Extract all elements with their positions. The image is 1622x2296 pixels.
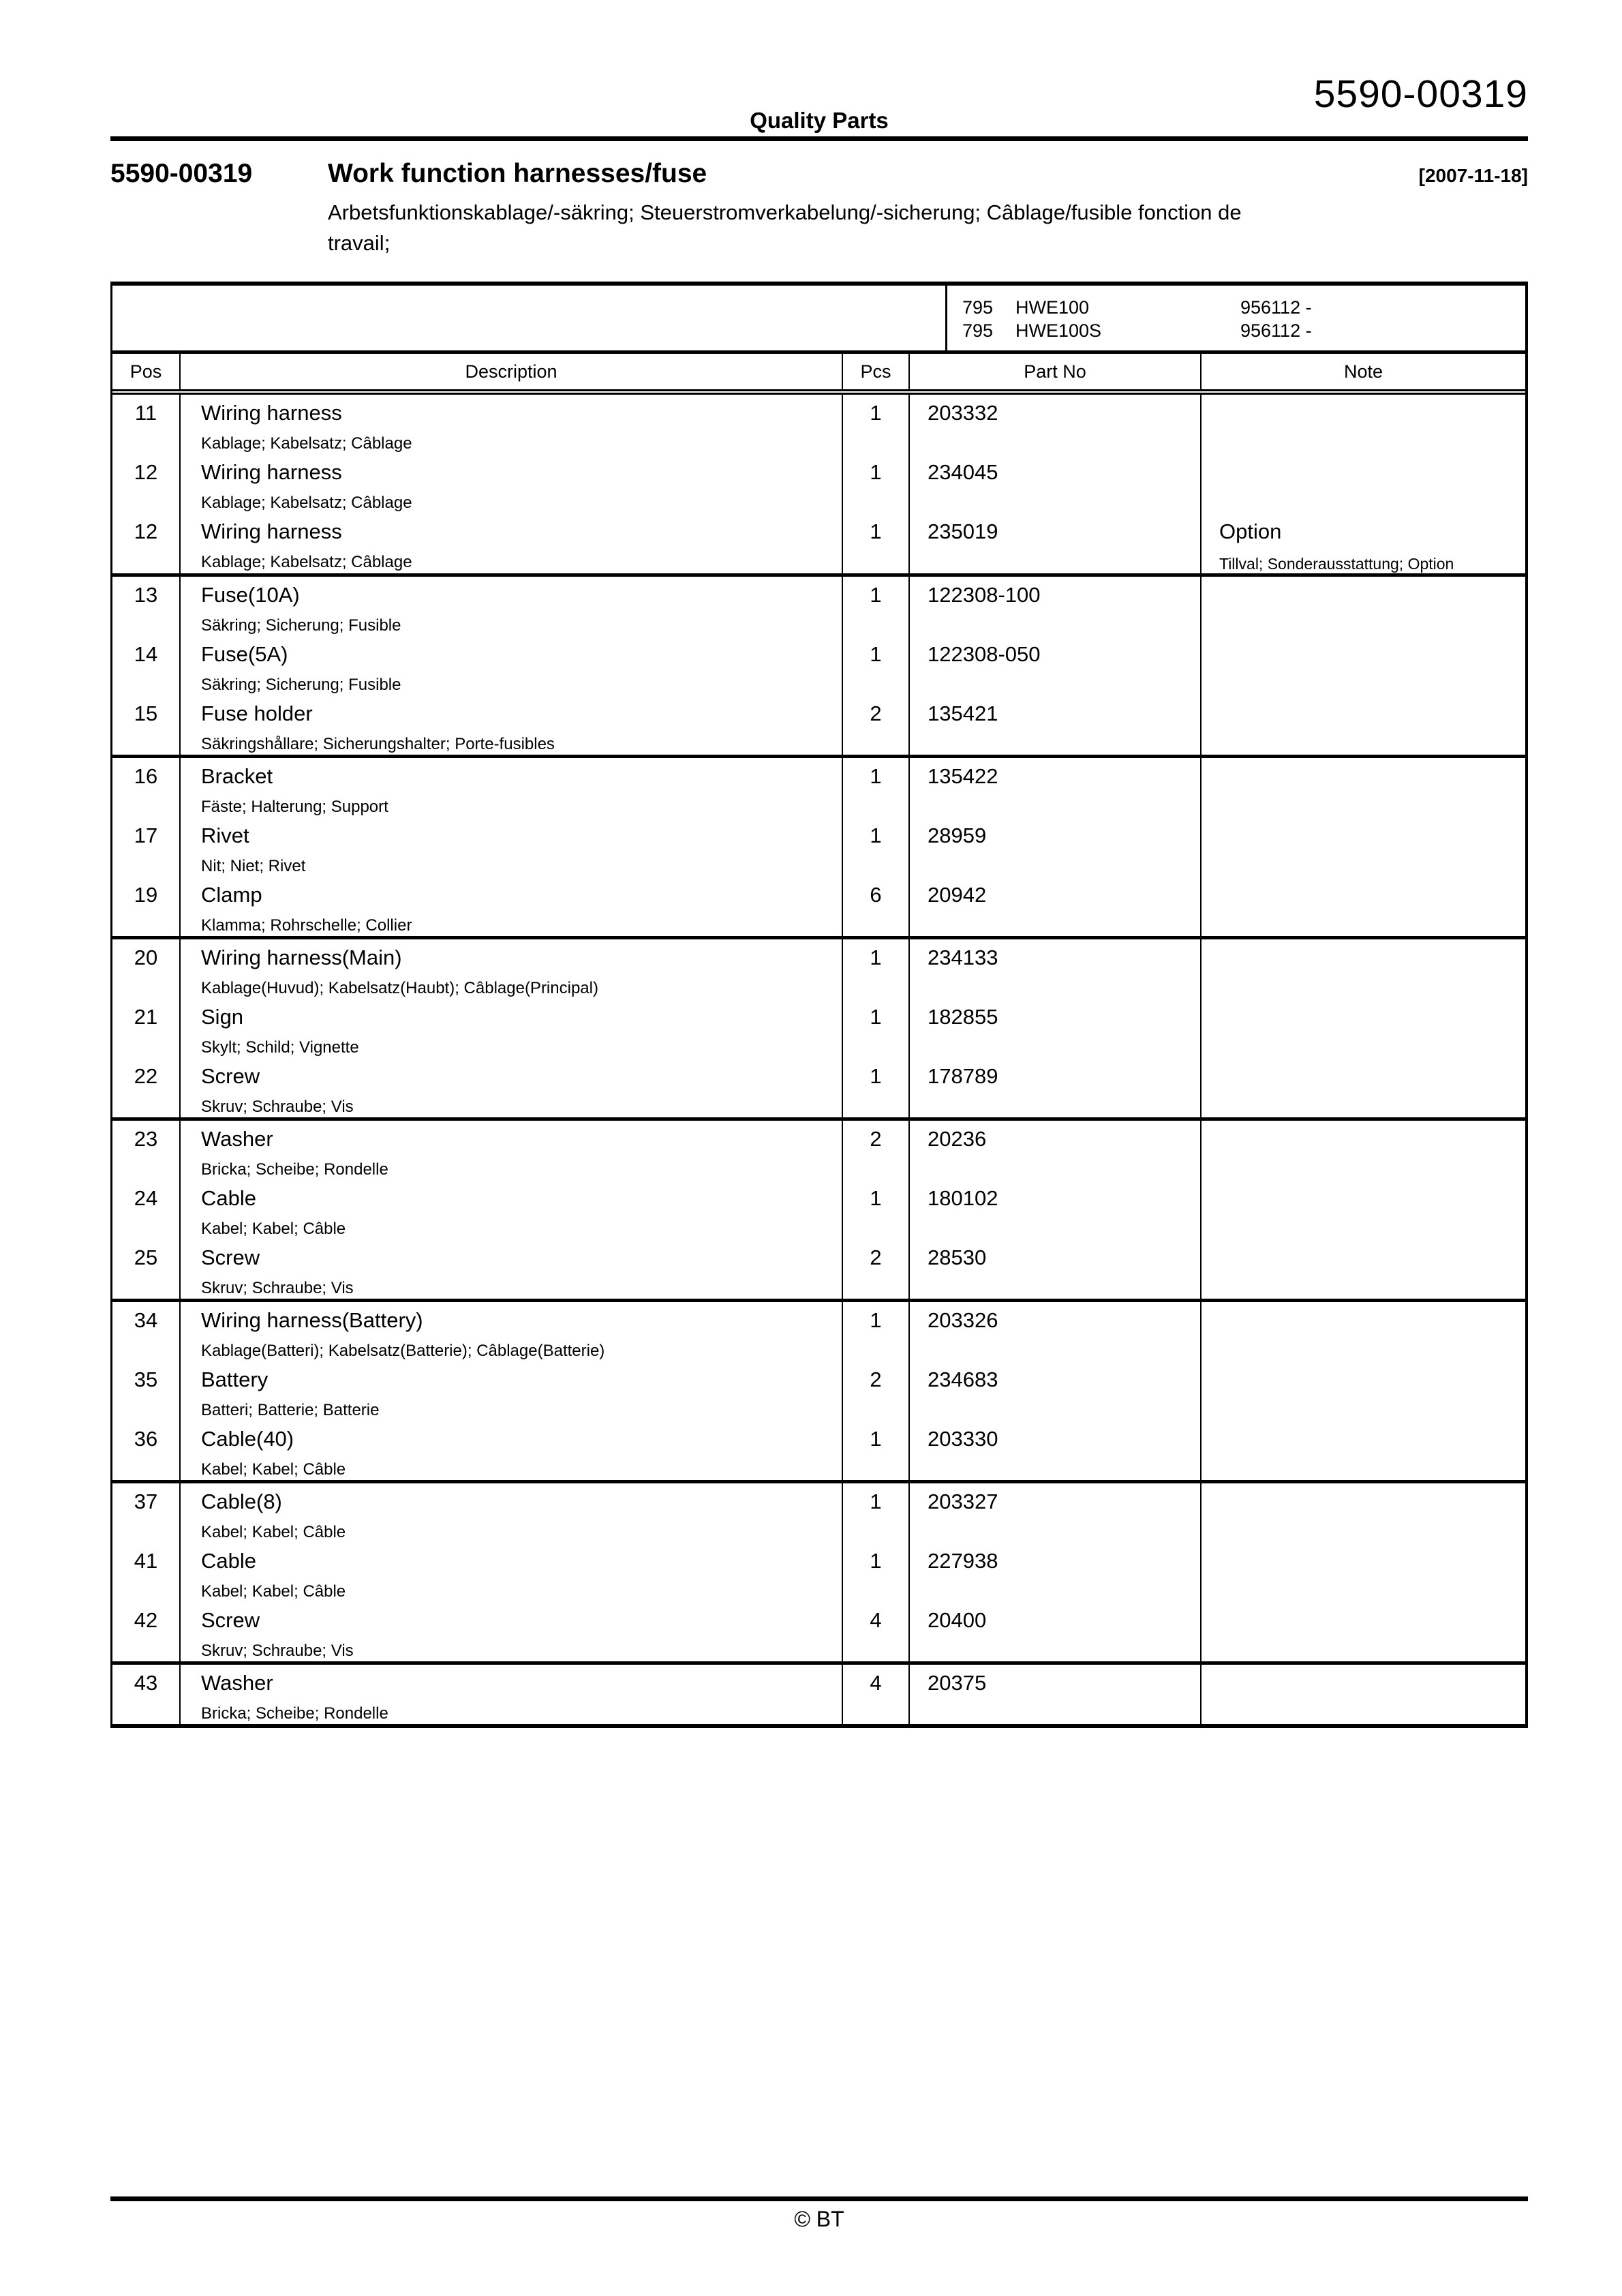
pos-cell: 21 (112, 999, 181, 1058)
table-row (112, 939, 1525, 999)
description-main: Fuse holder (201, 701, 313, 725)
pcs-cell: 2 (843, 695, 910, 755)
pos-cell: 34 (112, 1302, 181, 1361)
description-translations: Kablage(Batteri); Kabelsatz(Batterie); Câblage(Batterie) (201, 1342, 605, 1360)
note-cell (1202, 513, 1525, 573)
pcs-cell: 1 (843, 1421, 910, 1480)
note-cell (1202, 1602, 1525, 1661)
note-main: Option (1219, 519, 1282, 543)
note-cell (1202, 1543, 1525, 1602)
description-cell (181, 695, 843, 755)
description-main: Screw (201, 1064, 260, 1088)
page-footer (110, 2196, 1528, 2232)
model-name: HWE100 (1015, 297, 1090, 318)
part-no-cell: 135421 (910, 695, 1202, 755)
pcs-cell: 1 (843, 395, 910, 454)
description-main: Wiring harness(Main) (201, 946, 402, 969)
part-no-cell: 203327 (910, 1483, 1202, 1543)
parts-group (112, 1299, 1525, 1480)
description-cell (181, 395, 843, 454)
pos-cell: 11 (112, 395, 181, 454)
pos-cell: 13 (112, 577, 181, 636)
part-no-cell: 28959 (910, 817, 1202, 877)
description-translations: Bricka; Scheibe; Rondelle (201, 1704, 388, 1723)
description-main: Clamp (201, 883, 262, 907)
description-cell (181, 877, 843, 936)
pcs-cell: 6 (843, 877, 910, 936)
note-cell (1202, 1421, 1525, 1480)
description-cell (181, 758, 843, 817)
page-title: Work function harnesses/fuse (328, 159, 707, 188)
pos-cell: 15 (112, 695, 181, 755)
model-series: 956112 - (1240, 297, 1312, 318)
model-code: 795 (962, 320, 994, 341)
part-no-cell: 203332 (910, 395, 1202, 454)
pos-cell: 20 (112, 939, 181, 999)
copyright-text: © BT (794, 2207, 844, 2231)
note-cell (1202, 1121, 1525, 1180)
revision-date: [2007-11-18] (1418, 165, 1528, 186)
description-cell (181, 939, 843, 999)
description-main: Screw (201, 1608, 260, 1632)
description-translations: Skruv; Schraube; Vis (201, 1098, 354, 1116)
part-no-cell: 28530 (910, 1239, 1202, 1299)
description-cell (181, 1302, 843, 1361)
description-main: Cable (201, 1549, 256, 1573)
brand-title: Quality Parts (750, 108, 889, 133)
header-part-no: Part No (910, 354, 1202, 389)
note-cell (1202, 939, 1525, 999)
part-no-cell: 180102 (910, 1180, 1202, 1239)
pcs-cell: 1 (843, 1058, 910, 1117)
pos-cell: 16 (112, 758, 181, 817)
description-translations: Fäste; Halterung; Support (201, 798, 388, 816)
table-row (112, 1361, 1525, 1421)
description-translations: Nit; Niet; Rivet (201, 857, 306, 875)
description-cell (181, 1121, 843, 1180)
description-cell (181, 513, 843, 573)
model-header-box (112, 286, 1525, 354)
description-cell (181, 999, 843, 1058)
table-row (112, 758, 1525, 817)
table-row (112, 1302, 1525, 1361)
part-no-cell: 182855 (910, 999, 1202, 1058)
model-name: HWE100S (1015, 320, 1102, 341)
description-cell (181, 636, 843, 695)
pcs-cell: 1 (843, 939, 910, 999)
part-no-cell: 235019 (910, 513, 1202, 573)
description-cell (181, 1180, 843, 1239)
description-cell (181, 1361, 843, 1421)
table-header-row (112, 354, 1525, 395)
description-main: Bracket (201, 764, 273, 788)
note-cell (1202, 454, 1525, 513)
pos-cell: 35 (112, 1361, 181, 1421)
table-row (112, 1058, 1525, 1117)
description-cell (181, 1058, 843, 1117)
description-translations: Säkringshållare; Sicherungshalter; Porte-fusibles (201, 735, 555, 753)
note-cell (1202, 1239, 1525, 1299)
part-no-cell: 178789 (910, 1058, 1202, 1117)
note-cell (1202, 1302, 1525, 1361)
description-main: Fuse(10A) (201, 583, 300, 607)
description-translations: Klamma; Rohrschelle; Collier (201, 916, 412, 935)
note-cell (1202, 1180, 1525, 1239)
pcs-cell: 1 (843, 1302, 910, 1361)
description-translations: Kablage; Kabelsatz; Câblage (201, 434, 412, 453)
description-translations: Kabel; Kabel; Câble (201, 1523, 346, 1541)
pcs-cell: 1 (843, 1483, 910, 1543)
page-header (110, 0, 1528, 136)
pcs-cell: 1 (843, 636, 910, 695)
part-no-cell: 135422 (910, 758, 1202, 817)
model-box-empty-cell (112, 286, 947, 350)
pcs-cell: 1 (843, 1180, 910, 1239)
page-content (110, 0, 1528, 2231)
table-row (112, 695, 1525, 755)
title-doc-number: 5590-00319 (110, 159, 253, 188)
note-cell (1202, 1483, 1525, 1543)
pcs-cell: 1 (843, 758, 910, 817)
table-row (112, 636, 1525, 695)
description-translations: Säkring; Sicherung; Fusible (201, 676, 401, 694)
description-translations: Bricka; Scheibe; Rondelle (201, 1160, 388, 1179)
description-main: Cable(40) (201, 1427, 294, 1451)
part-no-cell: 122308-050 (910, 636, 1202, 695)
pcs-cell: 1 (843, 999, 910, 1058)
part-no-cell: 203326 (910, 1302, 1202, 1361)
description-cell (181, 1421, 843, 1480)
table-row (112, 1602, 1525, 1661)
description-main: Wiring harness (201, 460, 342, 484)
header-divider (110, 136, 1528, 141)
table-row (112, 1121, 1525, 1180)
table-row (112, 395, 1525, 454)
description-translations: Kabel; Kabel; Câble (201, 1582, 346, 1601)
description-translations: Kablage; Kabelsatz; Câblage (201, 553, 412, 571)
model-row (962, 296, 1525, 319)
parts-group (112, 395, 1525, 573)
part-no-cell: 122308-100 (910, 577, 1202, 636)
description-main: Washer (201, 1671, 273, 1695)
header-note: Note (1343, 361, 1383, 382)
pos-cell: 43 (112, 1665, 181, 1724)
note-cell (1202, 758, 1525, 817)
pcs-cell: 1 (843, 454, 910, 513)
note-cell (1202, 1058, 1525, 1117)
pos-cell: 37 (112, 1483, 181, 1543)
pos-cell: 14 (112, 636, 181, 695)
description-translations: Skruv; Schraube; Vis (201, 1279, 354, 1297)
parts-group (112, 1480, 1525, 1661)
pos-cell: 42 (112, 1602, 181, 1661)
description-cell (181, 1239, 843, 1299)
description-cell (181, 1543, 843, 1602)
pcs-cell: 4 (843, 1602, 910, 1661)
title-translations (328, 197, 1528, 258)
table-row (112, 1421, 1525, 1480)
description-main: Battery (201, 1368, 269, 1391)
header-description: Description (181, 354, 843, 389)
part-no-cell: 20375 (910, 1665, 1202, 1724)
table-row (112, 1543, 1525, 1602)
note-translations: Tillval; Sonderausstattung; Option (1219, 555, 1454, 573)
pos-cell: 19 (112, 877, 181, 936)
note-cell (1202, 999, 1525, 1058)
description-translations: Säkring; Sicherung; Fusible (201, 616, 401, 635)
pos-cell: 22 (112, 1058, 181, 1117)
part-no-cell: 20400 (910, 1602, 1202, 1661)
parts-group (112, 573, 1525, 755)
description-cell (181, 817, 843, 877)
pcs-cell: 2 (843, 1361, 910, 1421)
header-pcs: Pcs (843, 354, 910, 389)
description-main: Fuse(5A) (201, 642, 288, 666)
description-cell (181, 1602, 843, 1661)
note-cell (1202, 395, 1525, 454)
table-row (112, 999, 1525, 1058)
pcs-cell: 1 (843, 1543, 910, 1602)
title-translations-line2: travail; (328, 231, 391, 255)
part-no-cell: 20942 (910, 877, 1202, 936)
description-main: Wiring harness (201, 401, 342, 425)
parts-group (112, 755, 1525, 936)
description-main: Cable(8) (201, 1490, 282, 1513)
description-main: Wiring harness (201, 519, 342, 543)
description-cell (181, 454, 843, 513)
pcs-cell: 1 (843, 577, 910, 636)
description-main: Washer (201, 1127, 273, 1151)
part-no-cell: 227938 (910, 1543, 1202, 1602)
table-row (112, 513, 1525, 573)
description-translations: Skylt; Schild; Vignette (201, 1038, 359, 1057)
description-main: Screw (201, 1245, 260, 1269)
pcs-cell: 2 (843, 1121, 910, 1180)
pos-cell: 17 (112, 817, 181, 877)
pos-cell: 41 (112, 1543, 181, 1602)
description-cell (181, 1665, 843, 1724)
table-row (112, 454, 1525, 513)
model-code: 795 (962, 297, 994, 318)
table-row (112, 1180, 1525, 1239)
part-no-cell: 234133 (910, 939, 1202, 999)
model-row (962, 319, 1525, 342)
note-cell (1202, 1665, 1525, 1724)
description-translations: Kabel; Kabel; Câble (201, 1220, 346, 1238)
part-no-cell: 234045 (910, 454, 1202, 513)
pcs-cell: 1 (843, 817, 910, 877)
description-cell (181, 577, 843, 636)
note-cell (1202, 817, 1525, 877)
description-main: Sign (201, 1005, 244, 1029)
part-no-cell: 234683 (910, 1361, 1202, 1421)
description-main: Cable (201, 1186, 256, 1210)
description-main: Wiring harness(Battery) (201, 1308, 423, 1332)
model-list (947, 286, 1525, 350)
part-no-cell: 20236 (910, 1121, 1202, 1180)
title-row (110, 159, 1528, 189)
description-translations: Batteri; Batterie; Batterie (201, 1401, 380, 1419)
table-row (112, 1665, 1525, 1724)
note-cell (1202, 695, 1525, 755)
title-translations-line1: Arbetsfunktionskablage/-säkring; Steuerstromverkabelung/-sicherung; Câblage/fusible fonction de (328, 200, 1242, 224)
description-translations: Kablage; Kabelsatz; Câblage (201, 494, 412, 512)
description-main: Rivet (201, 824, 249, 847)
table-row (112, 877, 1525, 936)
parts-group (112, 936, 1525, 1117)
note-cell (1202, 877, 1525, 936)
pcs-cell: 1 (843, 513, 910, 573)
description-translations: Skruv; Schraube; Vis (201, 1642, 354, 1660)
parts-table (110, 282, 1528, 1728)
parts-group (112, 1661, 1525, 1724)
pos-cell: 12 (112, 454, 181, 513)
pos-cell: 23 (112, 1121, 181, 1180)
pos-cell: 25 (112, 1239, 181, 1299)
description-translations: Kablage(Huvud); Kabelsatz(Haubt); Câblage(Principal) (201, 979, 598, 997)
part-no-cell: 203330 (910, 1421, 1202, 1480)
description-translations: Kabel; Kabel; Câble (201, 1460, 346, 1479)
note-cell (1202, 577, 1525, 636)
parts-group (112, 1117, 1525, 1299)
table-row (112, 1483, 1525, 1543)
note-cell (1202, 1361, 1525, 1421)
header-pos: Pos (112, 354, 181, 389)
pos-cell: 36 (112, 1421, 181, 1480)
pos-cell: 24 (112, 1180, 181, 1239)
document-number-large: 5590-00319 (1313, 72, 1528, 116)
pos-cell: 12 (112, 513, 181, 573)
pcs-cell: 2 (843, 1239, 910, 1299)
model-series: 956112 - (1240, 320, 1312, 341)
table-row (112, 1239, 1525, 1299)
table-row (112, 817, 1525, 877)
table-row (112, 577, 1525, 636)
description-cell (181, 1483, 843, 1543)
note-cell (1202, 636, 1525, 695)
pcs-cell: 4 (843, 1665, 910, 1724)
